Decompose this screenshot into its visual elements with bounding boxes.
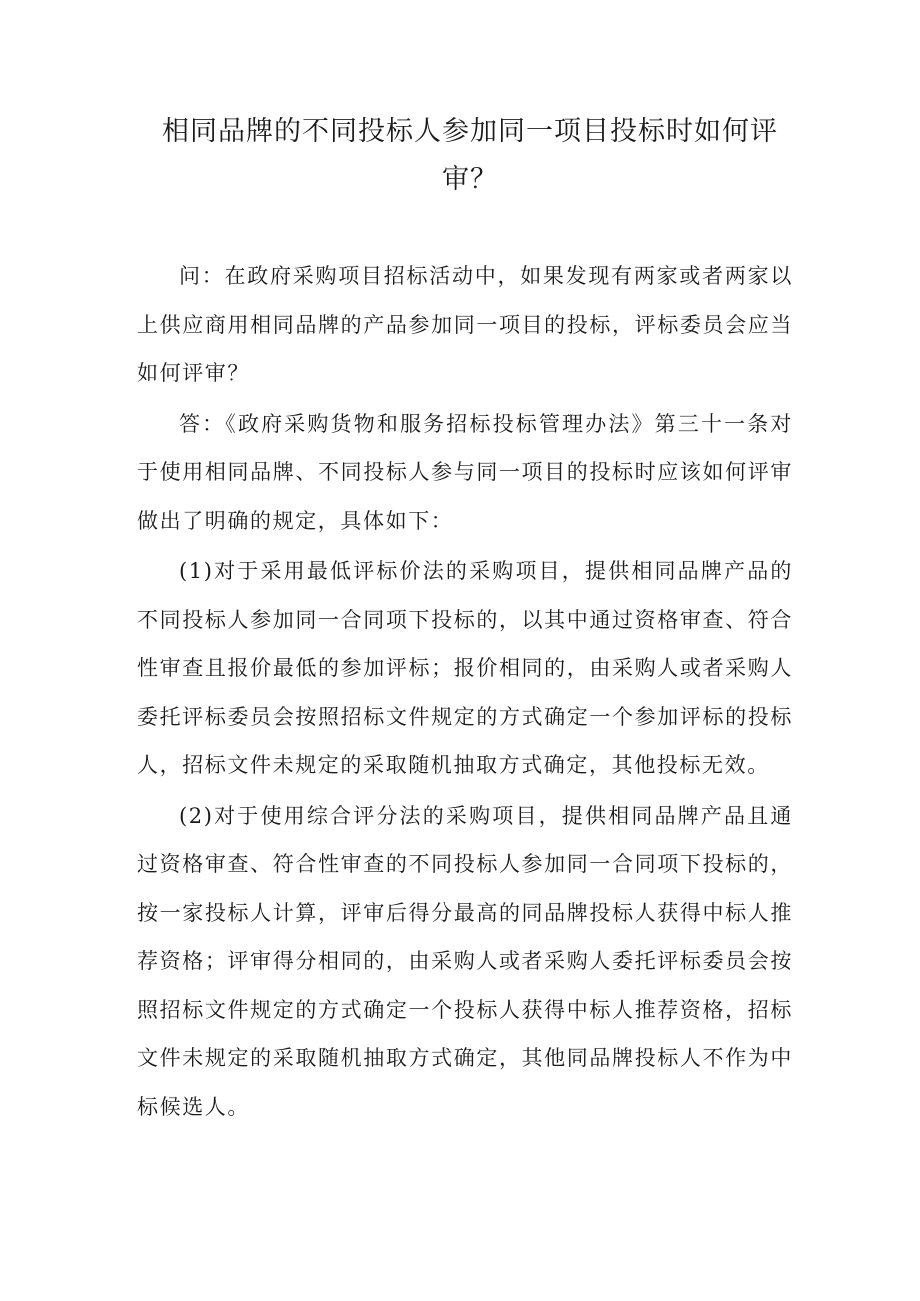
rule-paragraph-2: (2)对于使用综合评分法的采购项目，提供相同品牌产品且通过资格审查、符合性审查的不同投标人参加同一合同项下投标的，按一家投标人计算，评审后得分最高的同品牌投标人获得中标人推荐资格；评审得分相同的，由采购人或者采购人委托评标委员会按照招标文件规定的方式确定一个投标人获得中标人推荐资格，招标文件未规定的采取随机抽取方式确定，其他同品牌投标人不作为中标候选人。 xyxy=(137,803,793,1119)
question-paragraph: 问：在政府采购项目招标活动中，如果发现有两家或者两家以上供应商用相同品牌的产品参加同一项目的投标，评标委员会应当如何评审？ xyxy=(137,264,793,385)
rule-paragraph-1: (1)对于采用最低评标价法的采购项目，提供相同品牌产品的不同投标人参加同一合同项下投标的，以其中通过资格审查、符合性审查且报价最低的参加评标；报价相同的，由采购人或者采购人委托评标委员会按照招标文件规定的方式确定一个参加评标的投标人，招标文件未规定的采取随机抽取方式确定，其他投标无效。 xyxy=(137,559,793,777)
answer-paragraph: 答：《政府采购货物和服务招标投标管理办法》第三十一条对于使用相同品牌、不同投标人参与同一项目的投标时应该如何评审做出了明确的规定，具体如下： xyxy=(137,411,793,533)
document-title: 相同品牌的不同投标人参加同一项目投标时如何评审？ xyxy=(162,116,778,195)
document-body xyxy=(137,252,793,1131)
